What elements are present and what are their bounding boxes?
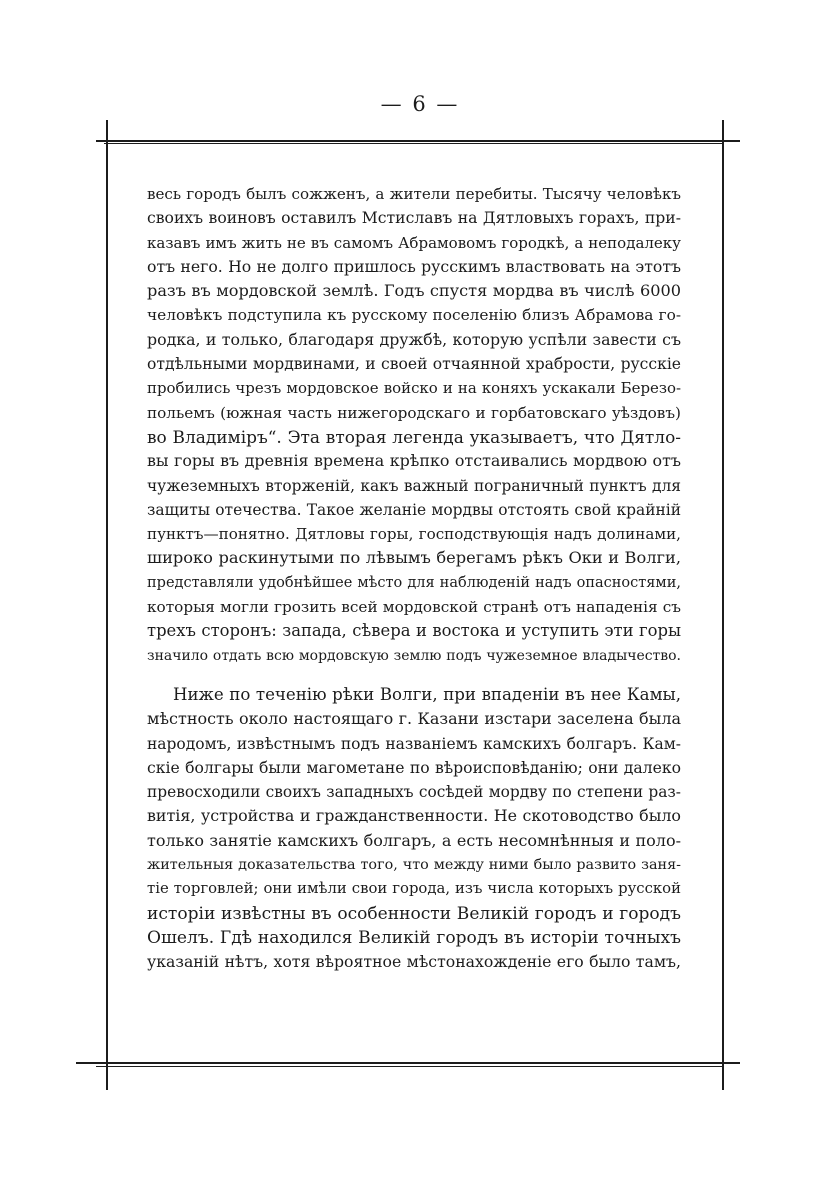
text-line: трехъ сторонъ: запада, сѣвера и востока и уступить эти горы — [147, 621, 681, 641]
text-line: витія, устройства и гражданственности. Не скотоводство было — [147, 806, 681, 826]
text-line: мѣстность около настоящаго г. Казани изстари заселена была — [147, 709, 681, 729]
text-line: Ошелъ. Гдѣ находился Великій городъ въ исторіи точныхъ — [147, 927, 681, 948]
text-line: отъ него. Но не долго пришлось русскимъ властвовать на этотъ — [147, 256, 681, 276]
text-line: широко раскинутыми по лѣвымъ берегамъ рѣкъ Оки и Волги, — [147, 548, 681, 568]
top-rule-inner — [104, 143, 722, 144]
text-line: разъ въ мордовской землѣ. Годъ спустя мордва въ числѣ 6000 — [147, 281, 681, 301]
text-line: тіе торговлей; они имѣли свои города, изъ числа которыхъ русской — [147, 880, 681, 898]
text-line: которыя могли грозить всей мордовской странѣ отъ нападенія съ — [147, 598, 681, 617]
text-line: человѣкъ подступила къ русскому поселенію близъ Абрамова го- — [147, 306, 681, 325]
text-line: только занятіе камскихъ болгаръ, а есть несомнѣнныя и поло- — [147, 830, 681, 850]
bottom-rule — [76, 1062, 740, 1064]
text-line: жительныя доказательства того, что между ними было развито заня- — [147, 857, 681, 874]
text-line: чужеземныхъ вторженій, какъ важный пограничный пунктъ для — [147, 476, 681, 495]
text-line: защиты отечества. Такое желаніе мордвы отстоять свой крайній — [147, 500, 681, 519]
paragraph-1 — [147, 182, 681, 668]
text-line: превосходили своихъ западныхъ сосѣдей мордву по степени раз- — [147, 783, 681, 802]
bottom-rule-inner — [96, 1066, 722, 1067]
text-line: скіе болгары были магометане по вѣроисповѣданію; они далеко — [147, 758, 681, 777]
text-line: указаній нѣтъ, хотя вѣроятное мѣстонахожденіе его было тамъ, — [147, 952, 681, 972]
text-line: казавъ имъ жить не въ самомъ Абрамовомъ городкѣ, а неподалеку — [147, 233, 681, 252]
text-line: во Владиміръ“. Эта вторая легенда указываетъ, что Дятло- — [147, 426, 681, 447]
text-line: представляли удобнѣйшее мѣсто для наблюденій надъ опасностями, — [147, 574, 681, 591]
paragraph-2 — [147, 683, 681, 975]
text-line: пробились чрезъ мордовское войско и на коняхъ ускакали Березо- — [147, 379, 681, 398]
text-line: вы горы въ древнія времена крѣпко отстаивались мордвою отъ — [147, 451, 681, 471]
text-line: польемъ (южная часть нижегородскаго и горбатовскаго уѣздовъ) — [147, 403, 681, 422]
text-line: значило отдать всю мордовскую землю подъ чужеземное владычество. — [147, 647, 681, 664]
text-line: народомъ, извѣстнымъ подъ названіемъ камскихъ болгаръ. Кам- — [147, 734, 681, 753]
text-line: пунктъ—понятно. Дятловы горы, господствующія надъ долинами, — [147, 525, 681, 544]
text-line: родка, и только, благодаря дружбѣ, которую успѣли завести съ — [147, 329, 681, 349]
right-rule — [722, 120, 724, 1090]
top-rule — [96, 140, 740, 142]
page-number: — 6 — — [380, 92, 460, 116]
text-line: Ниже по теченію рѣки Волги, при впаденіи въ нее Камы, — [173, 684, 681, 704]
text-line: исторіи извѣстны въ особенности Великій городъ и городъ — [147, 903, 681, 924]
left-rule — [106, 120, 108, 1090]
text-line: отдѣльными мордвинами, и своей отчаянной храбрости, русскіе — [147, 355, 681, 374]
body-text — [147, 182, 681, 975]
text-line: своихъ воиновъ оставилъ Мстиславъ на Дятловыхъ горахъ, при- — [147, 208, 681, 228]
text-line: весь городъ былъ сожженъ, а жители перебиты. Тысячу человѣкъ — [147, 185, 681, 203]
